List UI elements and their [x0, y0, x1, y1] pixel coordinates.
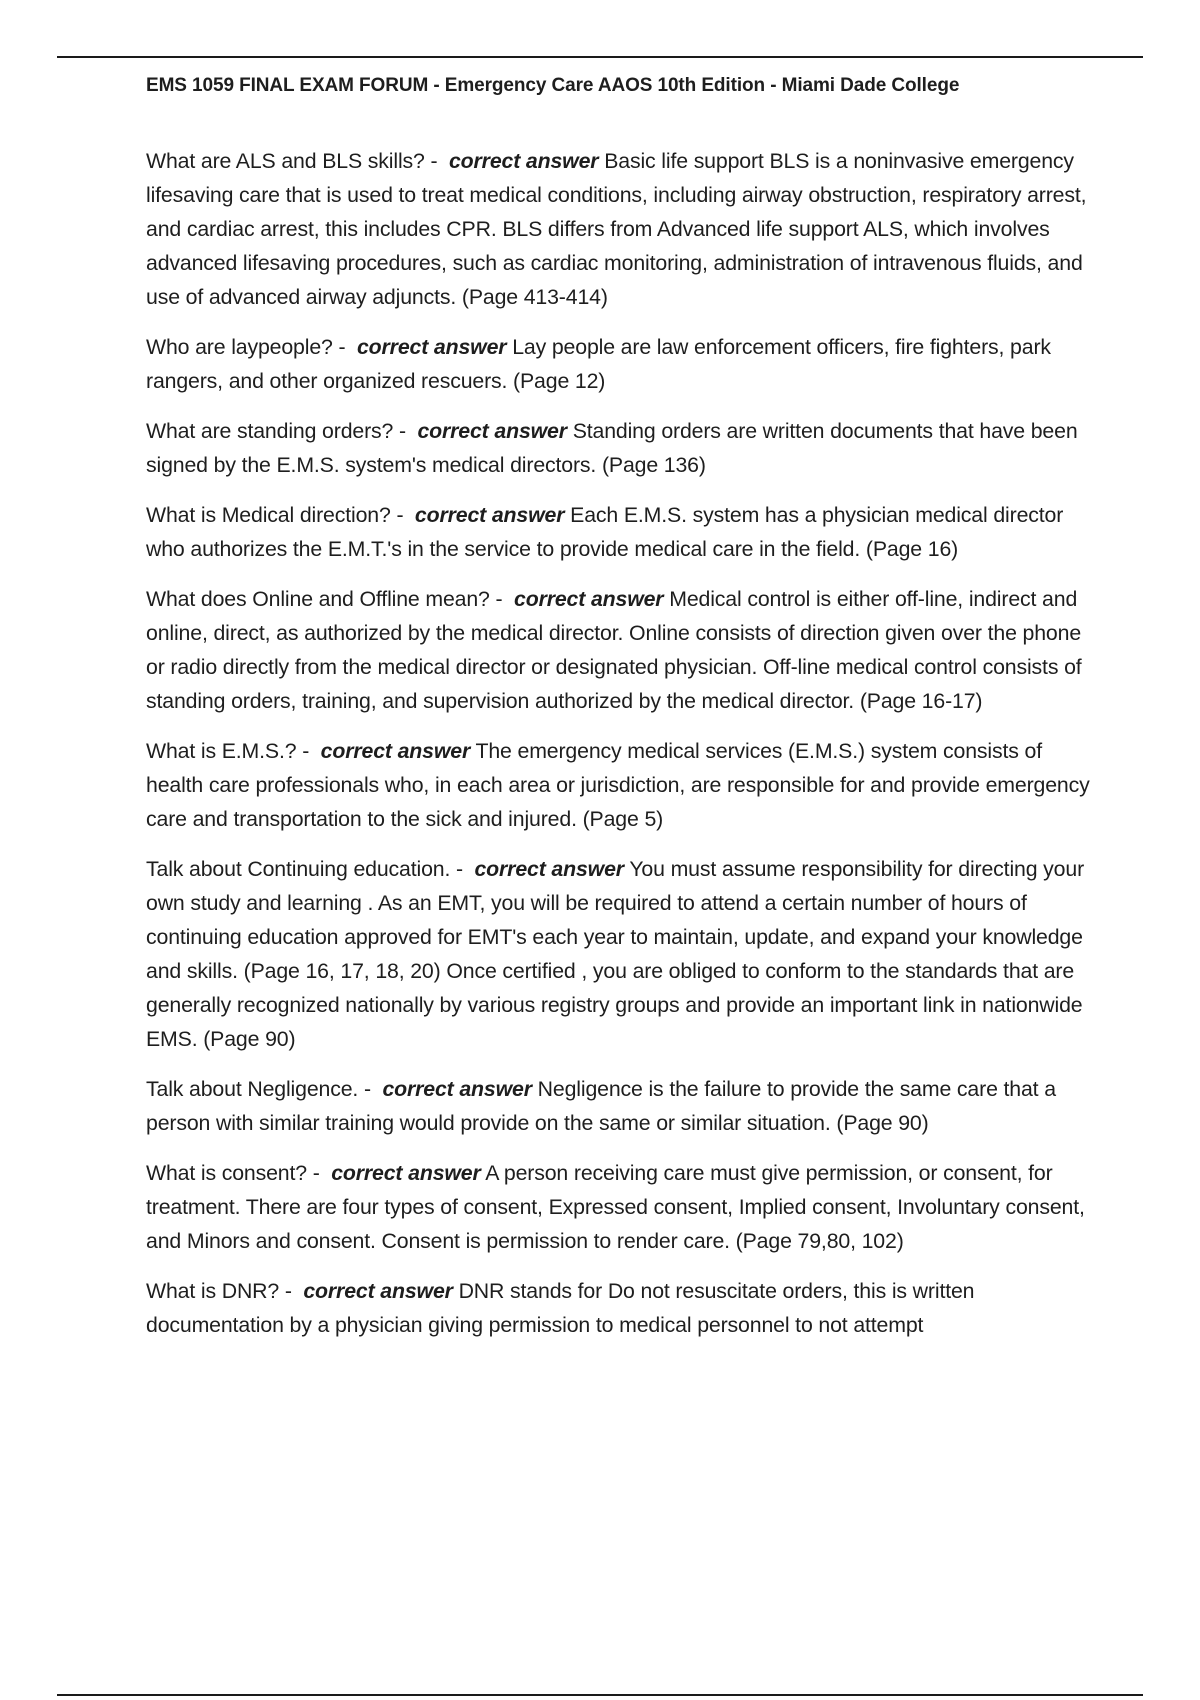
answer-text: Lay people are law enforcement officers, fire fighters, park rangers, and other organized rescuers. (Page 12): [146, 335, 1051, 393]
footer-rule: [57, 1694, 1143, 1696]
question-text: What are standing orders?: [146, 419, 394, 443]
qa-item: [146, 1156, 1096, 1258]
answer-text: DNR stands for Do not resuscitate orders, this is written documentation by a physician giving permission to medical personnel to not attempt: [146, 1279, 975, 1337]
header-rule: [57, 56, 1143, 58]
qa-item: [146, 1274, 1096, 1342]
question-text: Talk about Negligence.: [146, 1077, 359, 1101]
qa-item: [146, 144, 1096, 314]
separator: -: [450, 857, 475, 881]
separator: -: [424, 149, 449, 173]
question-text: What is E.M.S.?: [146, 739, 297, 763]
question-text: What does Online and Offline mean?: [146, 587, 490, 611]
answer-label: correct answer: [320, 739, 471, 763]
answer-text: Basic life support BLS is a noninvasive emergency lifesaving care that is used to treat medical conditions, including airway obstruction, respiratory arrest, and cardiac arrest, this includes CPR. BLS differs from Advanced life support ALS, which involves advanced lifesaving procedures, such as cardiac monitoring, administration of intravenous fluids, and use of advanced airway adjuncts. (Page 413-414): [146, 149, 1087, 309]
answer-label: correct answer: [417, 419, 567, 443]
document-title: EMS 1059 FINAL EXAM FORUM - Emergency Care AAOS 10th Edition - Miami Dade College: [146, 75, 960, 96]
answer-text: A person receiving care must give permission, or consent, for treatment. There are four types of consent, Expressed consent, Implied consent, Involuntary consent, and Minors and consent. Consent is permission to render care. (Page 79,80, 102): [146, 1161, 1085, 1253]
qa-item: [146, 414, 1096, 482]
separator: -: [332, 335, 357, 359]
qa-item: [146, 498, 1096, 566]
question-text: Talk about Continuing education.: [146, 857, 451, 881]
question-text: What is DNR?: [146, 1279, 280, 1303]
answer-label: correct answer: [514, 587, 664, 611]
separator: -: [358, 1077, 383, 1101]
answer-text: You must assume responsibility for directing your own study and learning . As an EMT, you will be required to attend a certain number of hours of continuing education approved for EMT's each year to maintain, update, and expand your knowledge and skills. (Page 16, 17, 18, 20) Once certified , you are obliged to conform to the standards that are generally recognized nationally by various registry groups and provide an important link in nationwide EMS. (Page 90): [146, 857, 1085, 1051]
answer-text: Medical control is either off-line, indirect and online, direct, as authorized by the medical director. Online consists of direction given over the phone or radio directly from the medical director or designated physician. Off-line medical control consists of standing orders, training, and supervision authorized by the medical director. (Page 16-17): [146, 587, 1082, 713]
separator: -: [393, 419, 418, 443]
qa-list: [146, 144, 1096, 1358]
answer-label: correct answer: [303, 1279, 453, 1303]
qa-item: [146, 852, 1096, 1056]
answer-label: correct answer: [356, 335, 507, 359]
answer-text: The emergency medical services (E.M.S.) system consists of health care professionals who, in each area or jurisdiction, are responsible for and provide emergency care and transportation to the sick and injured. (Page 5): [146, 739, 1090, 831]
separator: -: [306, 1161, 332, 1185]
separator: -: [390, 503, 415, 527]
answer-label: correct answer: [474, 857, 624, 881]
separator: -: [489, 587, 515, 611]
answer-text: Standing orders are written documents that have been signed by the E.M.S. system's medical directors. (Page 136): [146, 419, 1078, 477]
answer-text: Each E.M.S. system has a physician medical director who authorizes the E.M.T.'s in the service to provide medical care in the field. (Page 16): [146, 503, 1064, 561]
qa-item: [146, 734, 1096, 836]
answer-label: correct answer: [448, 149, 599, 173]
qa-item: [146, 330, 1096, 398]
answer-label: correct answer: [382, 1077, 532, 1101]
question-text: What is Medical direction?: [146, 503, 391, 527]
qa-item: [146, 582, 1096, 718]
answer-label: correct answer: [414, 503, 565, 527]
qa-item: [146, 1072, 1096, 1140]
answer-text: Negligence is the failure to provide the same care that a person with similar training would provide on the same or similar situation. (Page 90): [146, 1077, 1056, 1135]
answer-label: correct answer: [331, 1161, 481, 1185]
question-text: Who are laypeople?: [146, 335, 333, 359]
separator: -: [296, 739, 321, 763]
question-text: What are ALS and BLS skills?: [146, 149, 425, 173]
question-text: What is consent?: [146, 1161, 307, 1185]
separator: -: [279, 1279, 304, 1303]
